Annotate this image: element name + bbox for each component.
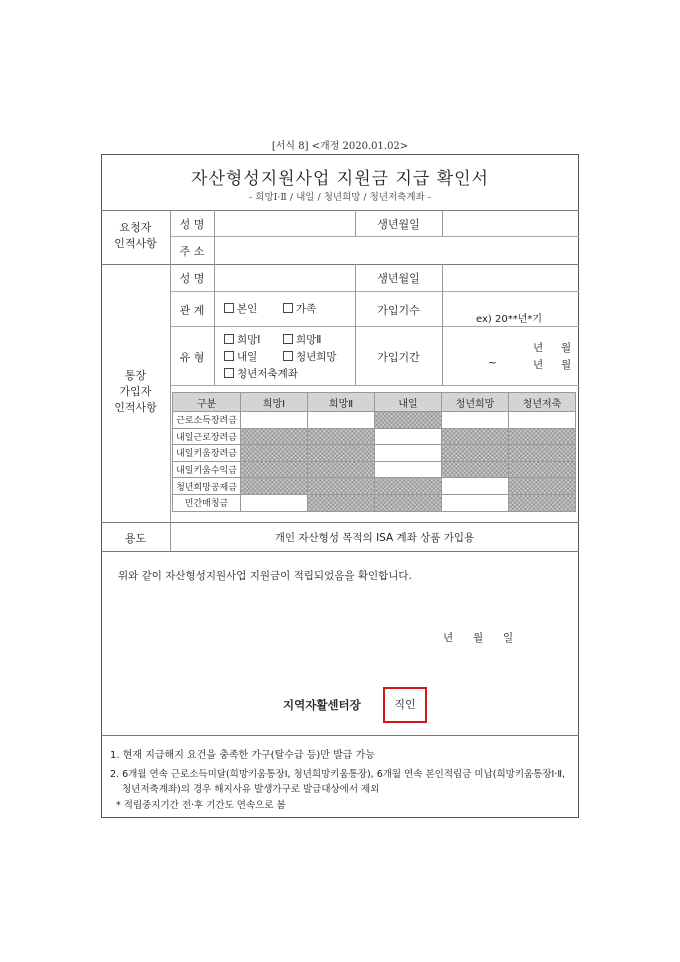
applicant-address-field[interactable] — [216, 238, 578, 263]
applicant-name-label: 성 명 — [179, 218, 205, 231]
grid-cell-shaded — [308, 494, 375, 511]
grid-cell[interactable] — [241, 494, 308, 511]
grid-cell[interactable] — [375, 461, 442, 478]
subscriber-birth-label: 생년월일 — [377, 272, 420, 285]
grid-cell[interactable] — [308, 412, 375, 429]
grid-row-label: 내일키움장려금 — [173, 445, 241, 462]
relation-label: 관 계 — [179, 304, 205, 317]
type-option-youth-hope[interactable]: 청년희망 — [283, 349, 337, 364]
type-option-hope2[interactable]: 희망Ⅱ — [283, 332, 321, 347]
grid-cell-shaded — [375, 412, 442, 429]
grid-row-label: 민간매칭금 — [173, 494, 241, 511]
type-label: 유 형 — [179, 351, 205, 364]
date-year: 년 — [443, 632, 454, 644]
applicant-birth-field[interactable] — [444, 212, 578, 235]
grid-cell-shaded — [509, 494, 576, 511]
type-option-tomorrow[interactable]: 내일 — [224, 349, 257, 364]
usage-value: 개인 자산형성 목적의 ISA 계좌 상품 가입용 — [274, 532, 475, 544]
table-row — [173, 494, 576, 511]
applicant-name-field[interactable] — [216, 212, 354, 235]
applicant-section-label: 요청자 인적사항 — [114, 221, 157, 250]
checkbox-icon[interactable] — [283, 334, 293, 344]
grid-cell-shaded — [308, 461, 375, 478]
grid-cell-shaded — [442, 461, 509, 478]
applicant-birth-label: 생년월일 — [377, 218, 420, 231]
duration-start-month: 월 — [561, 342, 572, 354]
grid-cell-shaded — [241, 428, 308, 445]
type-option-youth-savings[interactable]: 청년저축계좌 — [224, 366, 298, 381]
grid-cell[interactable] — [442, 478, 509, 495]
duration-tilde: ~ — [488, 357, 497, 369]
subscriber-section-label: 통장 가입자 인적사항 — [114, 369, 157, 414]
checkbox-icon[interactable] — [224, 334, 234, 344]
grid-row-label: 내일키움수익금 — [173, 461, 241, 478]
grid-header-row — [173, 393, 576, 412]
grid-header-cell: 구분 — [173, 393, 241, 412]
grid-header-cell: 내일 — [375, 393, 442, 412]
type-option-hope1[interactable]: 희망Ⅰ — [224, 332, 260, 347]
subscriber-birth-field[interactable] — [444, 266, 578, 290]
grid-cell-shaded — [241, 445, 308, 462]
grid-cell[interactable] — [375, 445, 442, 462]
checkbox-icon[interactable] — [224, 303, 234, 313]
table-row — [173, 478, 576, 495]
grid-row-label: 내일근로장려금 — [173, 428, 241, 445]
grid-header-cell: 청년저축 — [509, 393, 576, 412]
note-2-cont: 청년저축계좌)의 경우 해지사유 발생가구로 발급대상에서 제외 — [122, 784, 380, 795]
relation-family-option[interactable]: 가족 — [283, 301, 316, 316]
checkbox-icon[interactable] — [224, 351, 234, 361]
confirmation-text: 위와 같이 자산형성지원사업 지원금이 적립되었음을 확인합니다. — [118, 570, 412, 582]
grid-cell-shaded — [375, 494, 442, 511]
grid-cell-shaded — [241, 461, 308, 478]
grid-cell-shaded — [442, 428, 509, 445]
grid-cell-shaded — [308, 478, 375, 495]
form-title: 자산형성지원사업 지원금 지급 확인서 — [191, 169, 489, 189]
grid-cell-shaded — [509, 445, 576, 462]
grid-header-cell: 청년희망 — [442, 393, 509, 412]
grid-header-cell: 희망Ⅱ — [308, 393, 375, 412]
grid-row-label: 근로소득장려금 — [173, 412, 241, 429]
grid-cell-shaded — [241, 478, 308, 495]
subscriber-name-field[interactable] — [216, 266, 354, 290]
grid-row-label: 청년희망공제금 — [173, 478, 241, 495]
checkbox-icon[interactable] — [283, 303, 293, 313]
relation-self-option[interactable]: 본인 — [224, 301, 257, 316]
duration-end-year: 년 — [533, 359, 544, 371]
note-3: * 적립중지기간 전·후 기간도 연속으로 봄 — [116, 800, 286, 811]
grid-cell-shaded — [442, 445, 509, 462]
grid-cell[interactable] — [375, 428, 442, 445]
official-seal-box: 직인 — [383, 687, 427, 723]
grid-cell[interactable] — [442, 412, 509, 429]
subscriber-name-label: 성 명 — [179, 272, 205, 285]
grid-cell-shaded — [308, 428, 375, 445]
form-subtitle: - 희망Ⅰ·Ⅱ / 내일 / 청년희망 / 청년저축계좌 - — [249, 192, 431, 203]
period-label: 가입기수 — [377, 304, 420, 317]
table-row — [173, 428, 576, 445]
usage-label: 용도 — [124, 532, 147, 545]
grid-cell[interactable] — [509, 412, 576, 429]
benefit-grid — [172, 392, 576, 512]
form-number: [서식 8] <개정 2020.01.02> — [271, 141, 409, 152]
period-example: ex) 20**년*기 — [476, 314, 543, 325]
duration-end-month: 월 — [561, 359, 572, 371]
table-row — [173, 412, 576, 429]
grid-cell-shaded — [375, 478, 442, 495]
grid-cell[interactable] — [442, 494, 509, 511]
grid-cell-shaded — [509, 461, 576, 478]
duration-label: 가입기간 — [377, 351, 420, 364]
note-1: 1. 현재 지급해지 요건을 충족한 가구(탈수급 등)만 발급 가능 — [110, 750, 375, 761]
center-head-label: 지역자활센터장 — [283, 698, 361, 712]
note-2: 2. 6개월 연속 근로소득미달(희망키움통장Ⅰ, 청년희망키움통장), 6개월 연속 본인적립금 미납(희망키움통장Ⅰ·Ⅱ, — [110, 769, 566, 780]
grid-header-cell: 희망Ⅰ — [241, 393, 308, 412]
checkbox-icon[interactable] — [224, 368, 234, 378]
checkbox-icon[interactable] — [283, 351, 293, 361]
grid-cell-shaded — [308, 445, 375, 462]
table-row — [173, 445, 576, 462]
applicant-address-label: 주 소 — [179, 245, 205, 258]
duration-start-year: 년 — [533, 342, 544, 354]
date-month: 월 — [473, 632, 484, 644]
grid-cell[interactable] — [241, 412, 308, 429]
grid-cell-shaded — [509, 478, 576, 495]
table-row — [173, 461, 576, 478]
grid-cell-shaded — [509, 428, 576, 445]
date-day: 일 — [503, 632, 514, 644]
